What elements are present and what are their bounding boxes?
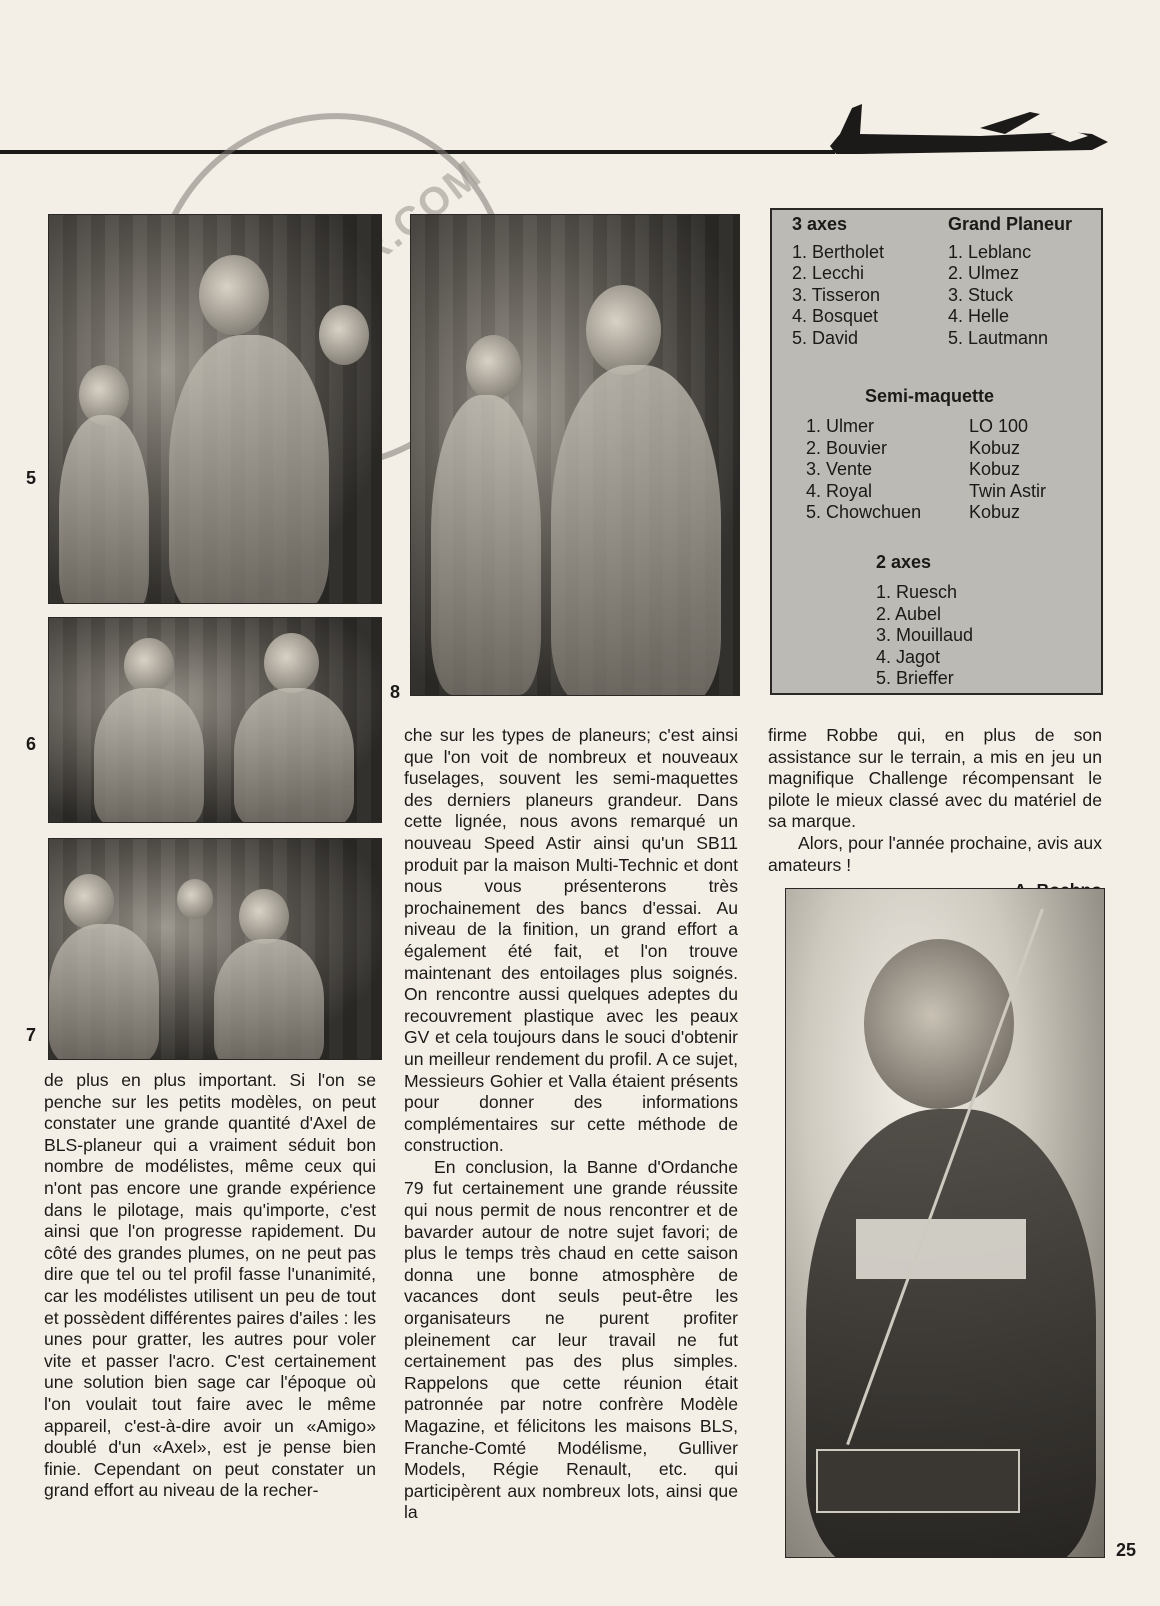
results-2-axes <box>876 582 973 690</box>
results-2-axes-title: 2 axes <box>876 552 932 572</box>
figure-number-7: 7 <box>26 1025 37 1045</box>
paragraph: En conclusion, la Banne d'Ordanche 79 fut certainement une grande réussite qui nous permit de nous rencontrer et de bavarder autour de notre sujet favori; de plus le temps très chaud en cette saison donna une bonne atmosphère de vacances dont seuls peut-être les organisateurs ne purent profiter pleinement car leur travail ne fut certainement pas des plus simples. Rappelons que cette réunion était patronnée par notre confrère Modèle Magazine, et félicitons les maisons BLS, Franche-Comté Modélisme, Gulliver Models, Régie Renault, etc. qui participèrent aux nombreux lots, ainsi que la <box>404 1156 738 1523</box>
list-item: 4. Jagot <box>876 646 941 667</box>
article-column-3 <box>768 725 1102 902</box>
results-semi-maquette-title: Semi-maquette <box>865 386 995 406</box>
results-semi-names <box>806 416 921 524</box>
list-item: 3. Mouillaud <box>876 625 974 646</box>
page-number: 25 <box>1116 1540 1137 1560</box>
results-3-axes <box>792 214 884 350</box>
photo-5 <box>48 214 382 604</box>
list-item: 5. David <box>792 327 859 348</box>
article-column-1 <box>44 1070 376 1502</box>
list-item: 2. Lecchi <box>792 263 865 284</box>
figure-number-8: 8 <box>390 682 401 702</box>
list-item: Kobuz <box>969 502 1021 523</box>
list-item: 5. Chowchuen <box>806 502 922 523</box>
glider-illustration <box>830 98 1110 168</box>
list-item: 3. Vente <box>806 459 873 480</box>
results-grand-planeur <box>948 214 1072 350</box>
results-semi-models <box>969 416 1046 524</box>
paragraph: che sur les types de planeurs; c'est ainsi que l'on voit de nombreux et nouveaux fuselages, souvent les semi-maquettes des derniers planeurs grandeur. Dans cette lignée, nous avons remarqué un nouveau Speed Astir ainsi qu'un SB11 produit par la maison Multi-Technic et dont nous vous présenterons très prochainement des bancs d'essai. Au niveau de la finition, un grand effort a également été fait, et l'on trouve maintenant des entoilages plus soignés. On rencontre aussi quelques adeptes du recouvrement plastique avec les peaux GV et cela toujours dans le souci d'obtenir un meilleur rendement du profil. A ce sujet, Messieurs Gohier et Valla étaient présents pour donner des informations complémentaires sur cette méthode de construction. <box>404 725 738 1156</box>
article-column-2 <box>404 725 738 1524</box>
figure-number-5: 5 <box>26 468 37 488</box>
list-item: 3. Stuck <box>948 284 1014 305</box>
list-item: 2. Bouvier <box>806 437 888 458</box>
paragraph: Alors, pour l'année prochaine, avis aux amateurs ! <box>768 832 1102 875</box>
list-item: 2. Aubel <box>876 603 942 624</box>
photo-7 <box>48 838 382 1060</box>
photo-8 <box>410 214 740 696</box>
list-item: Twin Astir <box>969 480 1047 501</box>
list-item: 1. Leblanc <box>948 241 1032 262</box>
photo-boy-with-transmitter <box>785 888 1105 1558</box>
paragraph: de plus en plus important. Si l'on se penche sur les petits modèles, on peut constater une grande quantité d'Axel de BLS-planeur qui a vraiment séduit bon nombre de modélistes, même ceux qui n'ont pas encore une grande expérience dans le pilotage, mais qu'importe, c'est ainsi que l'on progresse rapidement. Du côté des grandes plumes, on ne peut pas dire que tel ou tel profil fasse l'unanimité, car les modélistes utilisent un peu de tout et possèdent différentes paires d'ailes : les unes pour gratter, les autres pour voler vite et passer l'acro. C'est certainement une solution bien sage car l'époque où l'on voulait tout faire avec le même appareil, c'est-à-dire avoir un «Amigo» doublé d'un «Axel», est je pense bien finie. Cependant on peut constater un grand effort au niveau de la recher- <box>44 1070 376 1501</box>
results-grand-planeur-title: Grand Planeur <box>948 214 1073 234</box>
list-item: Kobuz <box>969 459 1021 480</box>
results-3-axes-title: 3 axes <box>792 214 848 234</box>
paragraph: firme Robbe qui, en plus de son assistance sur le terrain, a mis en jeu un magnifique Challenge récompensant le pilote le mieux classé avec du matériel de sa marque. <box>768 725 1102 832</box>
list-item: 4. Royal <box>806 480 873 501</box>
list-item: Kobuz <box>969 437 1021 458</box>
photo-6 <box>48 617 382 823</box>
list-item: 2. Ulmez <box>948 263 1020 284</box>
list-item: 1. Bertholet <box>792 241 885 262</box>
list-item: 3. Tisseron <box>792 284 881 305</box>
list-item: 5. Lautmann <box>948 327 1049 348</box>
results-box <box>770 208 1103 695</box>
list-item: 4. Helle <box>948 306 1010 327</box>
list-item: 1. Ulmer <box>806 416 875 436</box>
list-item: 4. Bosquet <box>792 306 879 327</box>
list-item: 1. Ruesch <box>876 582 958 602</box>
figure-number-6: 6 <box>26 734 37 754</box>
list-item: 5. Brieffer <box>876 668 954 689</box>
list-item: LO 100 <box>969 416 1029 436</box>
